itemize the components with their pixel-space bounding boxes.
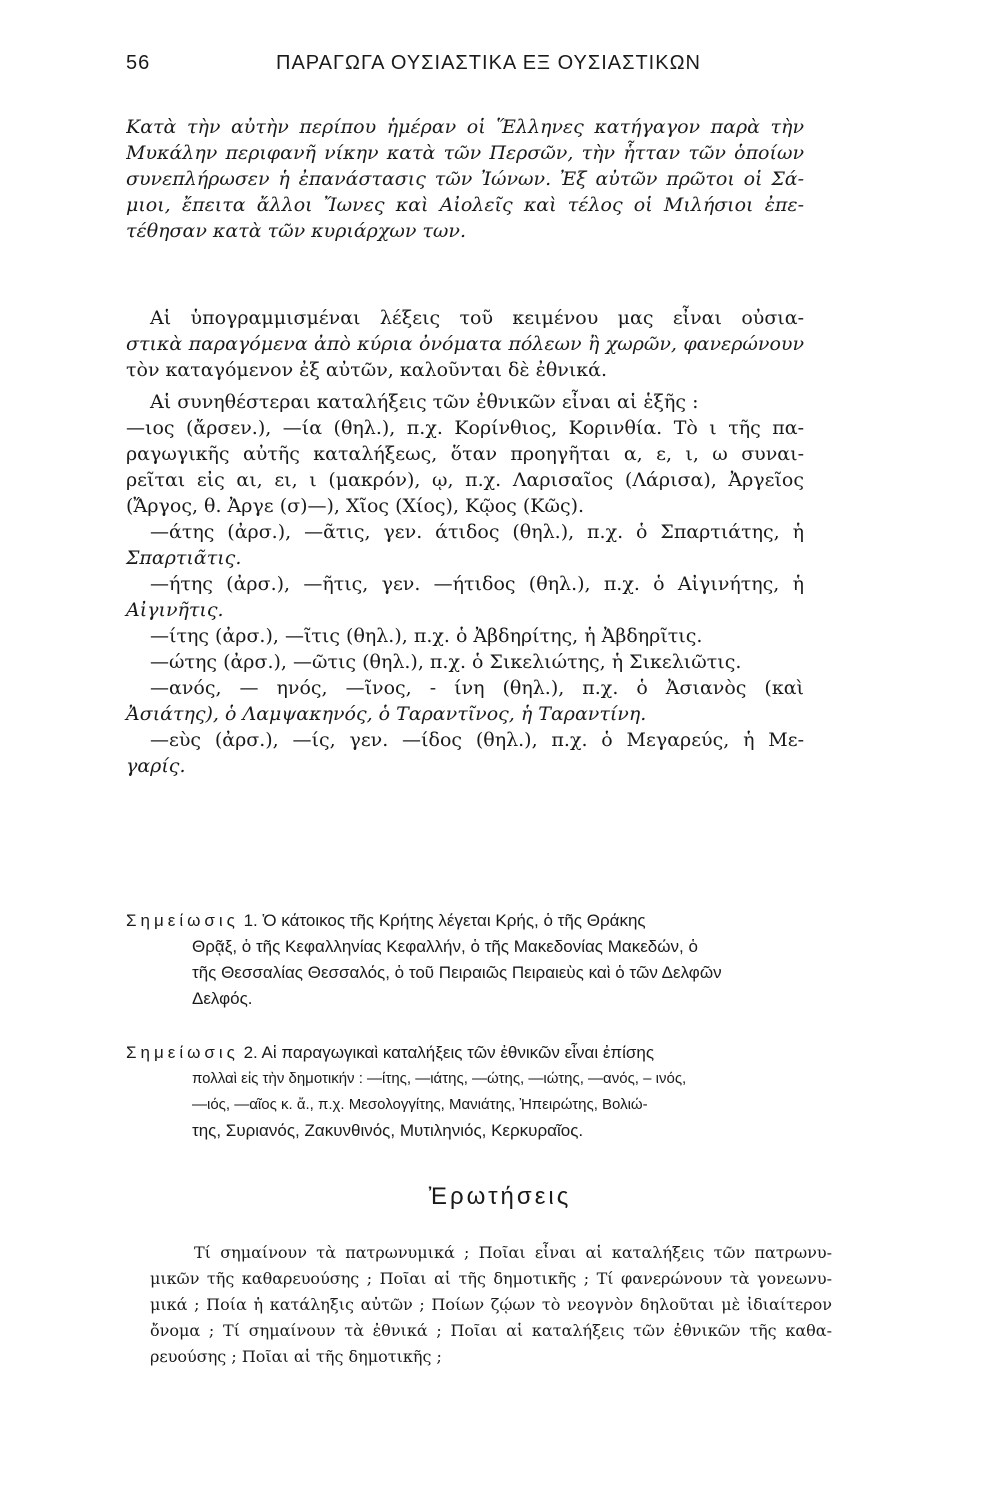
- body-line: —ιος (ἄρσεν.), —ία (θηλ.), π.χ. Κορίνθιος, Κορινθία. Τὸ ι τῆς πα-: [126, 417, 804, 439]
- body-line: (Ἄργος, θ. Ἀργε (σ)—), Χῖος (Χίος), Κῷος (Κῶς).: [126, 495, 585, 517]
- body-line: Ἀσιάτης), ὁ Λαμψακηνός, ὁ Ταραντῖνος, ἡ Ταραντίνη.: [126, 703, 647, 725]
- note-2-line: 2. Αἱ παραγωγικαὶ καταλήξεις τῶν ἐθνικῶν εἶναι ἐπίσης: [243, 1043, 655, 1062]
- body-line: Αἱ συνηθέστεραι καταλήξεις τῶν ἐθνικῶν εἶναι αἱ ἑξῆς :: [150, 391, 699, 413]
- question-line: Τί σημαίνουν τὰ πατρωνυμικά ; Ποῖαι εἶναι αἱ καταλήξεις τῶν πατρωνυ-: [194, 1243, 832, 1262]
- note-2-line: —ιός, —αῖος κ. ἄ., π.χ. Μεσολογγίτης, Μανιάτης, Ἠπειρώτης, Βολιώ-: [192, 1096, 648, 1113]
- intro-paragraph: [126, 114, 804, 244]
- page-title: ΠΑΡΑΓΩΓΑ ΟΥΣΙΑΣΤΙΚΑ ΕΞ ΟΥΣΙΑΣΤΙΚΩΝ: [276, 52, 701, 74]
- intro-line: τέθησαν κατὰ τῶν κυριάρχων των.: [126, 220, 467, 242]
- body-line: Σπαρτιᾶτις.: [126, 547, 242, 569]
- body-line: —ήτης (ἀρσ.), —ῆτις, γεν. —ήτιδος (θηλ.), π.χ. ὁ Αἰγινήτης, ἡ: [150, 573, 804, 595]
- intro-line: Κατὰ τὴν αὐτὴν περίπου ἡμέραν οἱ Ἕλληνες κατήγαγον παρὰ τὴν: [126, 116, 804, 138]
- body-line: ραγωγικῆς αὐτῆς καταλήξεως, ὅταν προηγῆται α, ε, ι, ω συναι-: [126, 443, 804, 465]
- note-1-label: Σημείωσις: [126, 911, 239, 930]
- intro-line: Μυκάλην περιφανῆ νίκην κατὰ τῶν Περσῶν, τὴν ἧτταν τῶν ὁποίων: [126, 142, 804, 164]
- body-line: —ώτης (ἀρσ.), —ῶτις (θηλ.), π.χ. ὁ Σικελιώτης, ἡ Σικελιῶτις.: [150, 651, 742, 673]
- questions-heading: Ἐρωτήσεις: [428, 1183, 572, 1210]
- body-line: Αἱ ὑπογραμμισμέναι λέξεις τοῦ κειμένου μας εἶναι οὐσια-: [150, 307, 804, 329]
- body-line: στικὰ παραγόμενα ἀπὸ κύρια ὀνόματα πόλεων ἢ χωρῶν, φανερώνουν: [126, 333, 804, 355]
- page-number: 56: [126, 52, 151, 74]
- body-line: τὸν καταγόμενον ἐξ αὐτῶν, καλοῦνται δὲ ἐθνικά.: [126, 359, 608, 381]
- body-line: ρεῖται εἰς αι, ει, ι (μακρόν), ῳ, π.χ. Λαρισαῖος (Λάρισα), Ἀργεῖος: [126, 469, 804, 491]
- note-2-line: πολλαὶ εἰς τὴν δημοτικήν : —ίτης, —ιάτης, —ώτης, —ιώτης, —ανός, – ινός,: [192, 1070, 687, 1087]
- note-2-label: Σημείωσις: [126, 1043, 239, 1062]
- note-2: [126, 1040, 804, 1144]
- note-2-line: της, Συριανός, Ζακυνθινός, Μυτιληνιός, Κερκυραῖος.: [192, 1121, 584, 1140]
- question-line: μικά ; Ποία ἡ κατάληξις αὐτῶν ; Ποίων ζῴων τὸ νεογνὸν δηλοῦται μὲ ἰδιαίτερον: [150, 1295, 832, 1314]
- note-1-line: Δελφός.: [192, 989, 253, 1008]
- body-line: —ανός, — ηνός, —ῖνος, - ίνη (θηλ.), π.χ. ὁ Ἀσιανὸς (καὶ: [150, 677, 804, 699]
- body-text: [126, 305, 804, 779]
- note-1-line: Θρᾷξ, ὁ τῆς Κεφαλληνίας Κεφαλλήν, ὁ τῆς Μακεδονίας Μακεδών, ὁ: [192, 937, 698, 956]
- questions-text: [150, 1240, 832, 1370]
- note-2-first-line: [126, 1040, 804, 1066]
- body-line: Αἰγινῆτις.: [126, 599, 224, 621]
- intro-line: συνεπλήρωσεν ἡ ἐπανάστασις τῶν Ἰώνων. Ἐξ αὐτῶν πρῶτοι οἱ Σά-: [126, 168, 804, 190]
- question-line: μικῶν τῆς καθαρευούσης ; Ποῖαι αἱ τῆς δημοτικῆς ; Τί φανερώνουν τὰ γονεωνυ-: [150, 1269, 832, 1288]
- question-line: ρευούσης ; Ποῖαι αἱ τῆς δημοτικῆς ;: [150, 1347, 442, 1366]
- body-line: —εὺς (ἀρσ.), —ίς, γεν. —ίδος (θηλ.), π.χ. ὁ Μεγαρεύς, ἡ Με-: [150, 729, 804, 751]
- note-1-first-line: [126, 908, 804, 934]
- note-1: [126, 908, 804, 1012]
- body-line: —ίτης (ἀρσ.), —ῖτις (θηλ.), π.χ. ὁ Ἀβδηρίτης, ἡ Ἀβδηρῖτις.: [150, 625, 703, 647]
- note-1-line: 1. Ὁ κάτοικος τῆς Κρήτης λέγεται Κρής, ὁ τῆς Θράκης: [243, 911, 646, 930]
- question-line: ὄνομα ; Τί σημαίνουν τὰ ἐθνικά ; Ποῖαι αἱ καταλήξεις τῶν ἐθνικῶν τῆς καθα-: [150, 1321, 832, 1340]
- note-1-line: τῆς Θεσσαλίας Θεσσαλός, ὁ τοῦ Πειραιῶς Πειραιεὺς καὶ ὁ τῶν Δελφῶν: [192, 963, 722, 982]
- intro-line: μιοι, ἔπειτα ἄλλοι Ἴωνες καὶ Αἰολεῖς καὶ τέλος οἱ Μιλήσιοι ἐπε-: [126, 194, 804, 216]
- body-line: —άτης (ἀρσ.), —ᾶτις, γεν. άτιδος (θηλ.), π.χ. ὁ Σπαρτιάτης, ἡ: [150, 521, 804, 543]
- body-line: γαρίς.: [126, 755, 186, 777]
